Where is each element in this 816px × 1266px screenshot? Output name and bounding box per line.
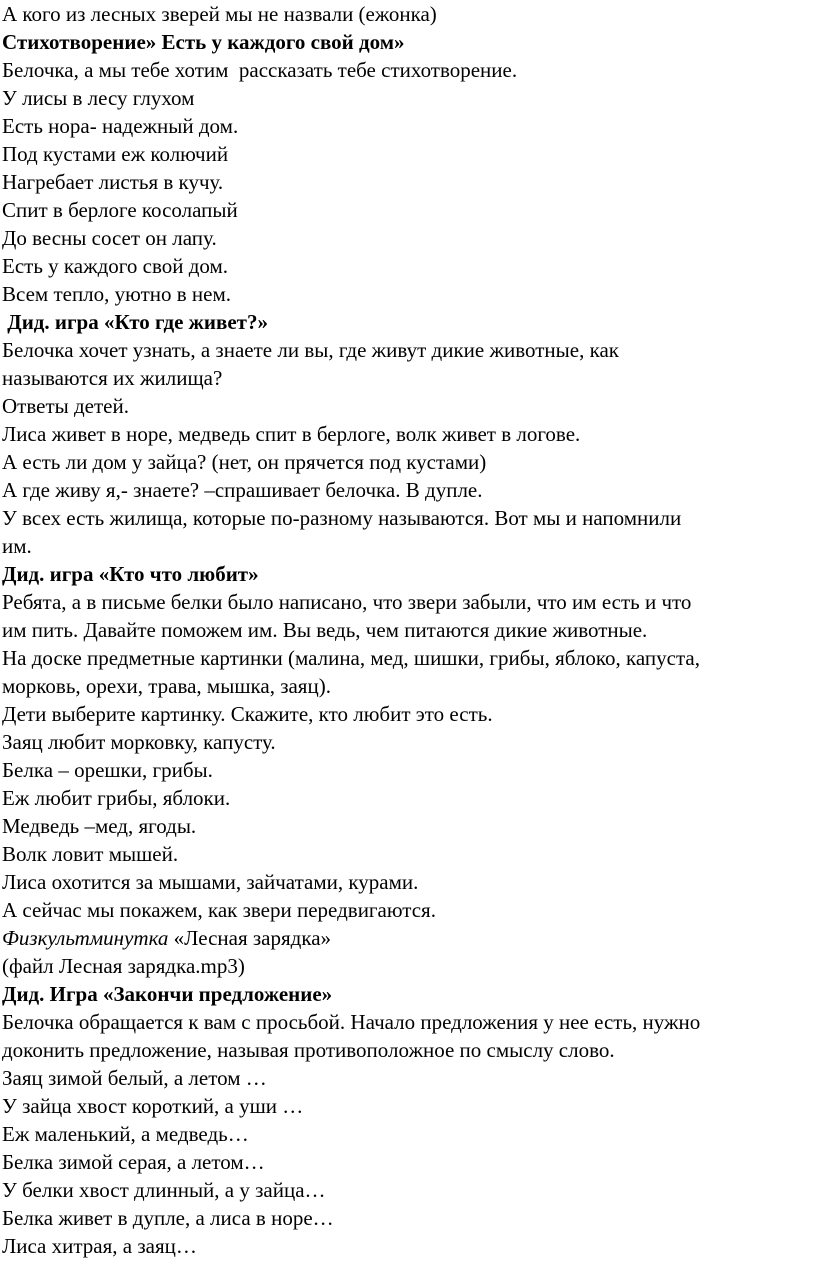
text-line: У белки хвост длинный, а у зайца… [2,1178,326,1202]
section-heading-who-likes-what: Дид. игра «Кто что любит» [2,562,259,586]
poem-line: Есть нора- надежный дом. [2,114,239,138]
text-line: Дети выберите картинку. Скажите, кто любит это есть. [2,702,493,726]
poem-line: Спит в берлоге косолапый [2,198,238,222]
poem-line: Под кустами еж колючий [2,142,229,166]
text-line: Еж маленький, а медведь… [2,1122,249,1146]
poem-line: Всем тепло, уютно в нем. [2,282,232,306]
text-line: Лиса охотится за мышами, зайчатами, курами. [2,870,419,894]
text-line: Заяц зимой белый, а летом … [2,1066,267,1090]
section-heading-poem: Стихотворение» Есть у каждого свой дом» [2,30,405,54]
fizkult-line [2,924,816,952]
audio-file-note: (файл Лесная зарядка.mp3) [2,954,245,978]
text-line: На доске предметные картинки (малина, мед, шишки, грибы, яблоко, капуста, [2,646,700,670]
text-line: Медведь –мед, ягоды. [2,814,197,838]
text-line: Заяц любит морковку, капусту. [2,730,276,754]
text-line: У всех есть жилища, которые по-разному называются. Вот мы и напомнили [2,506,682,530]
text-line: им пить. Давайте поможем им. Вы ведь, чем питаются дикие животные. [2,618,648,642]
text-line: Лиса хитрая, а заяц… [2,1234,197,1258]
text-line: Еж любит грибы, яблоки. [2,786,231,810]
poem-line: До весны сосет он лапу. [2,226,217,250]
text-line: Лиса живет в норе, медведь спит в берлоге, волк живет в логове. [2,422,581,446]
text-line: А кого из лесных зверей мы не назвали (ежонка) [2,2,437,26]
text-line: Белочка хочет узнать, а знаете ли вы, где живут дикие животные, как [2,338,619,362]
text-line: им. [2,534,32,558]
text-line: Волк ловит мышей. [2,842,179,866]
text-line: Белка зимой серая, а летом… [2,1150,265,1174]
text-line: называются их жилища? [2,366,223,390]
text-line: морковь, орехи, трава, мышка, заяц). [2,674,331,698]
section-heading-who-lives-where: Дид. игра «Кто где живет?» [2,310,268,334]
text-line: Белочка обращается к вам с просьбой. Начало предложения у нее есть, нужно [2,1010,701,1034]
text-line: А сейчас мы покажем, как звери передвигаются. [2,898,436,922]
poem-line: Нагребает листья в кучу. [2,170,224,194]
section-heading-finish-sentence: Дид. Игра «Закончи предложение» [2,982,333,1006]
text-line: А есть ли дом у зайца? (нет, он прячется под кустами) [2,450,487,474]
poem-line: У лисы в лесу глухом [2,86,195,110]
text-line: Белка живет в дупле, а лиса в норе… [2,1206,334,1230]
text-line: Ответы детей. [2,394,129,418]
text-line: У зайца хвост короткий, а уши … [2,1094,304,1118]
fizkult-label: Физкультминутка [2,926,169,950]
fizkult-title: «Лесная зарядка» [168,926,332,950]
poem-line: Есть у каждого свой дом. [2,254,229,278]
text-line: доконить предложение, называя противоположное по смыслу слово. [2,1038,615,1062]
text-line: А где живу я,- знаете? –спрашивает белочка. В дупле. [2,478,483,502]
text-line: Белочка, а мы тебе хотим рассказать тебе стихотворение. [2,58,518,82]
text-line: Белка – орешки, грибы. [2,758,213,782]
text-line: Ребята, а в письме белки было написано, что звери забыли, что им есть и что [2,590,692,614]
